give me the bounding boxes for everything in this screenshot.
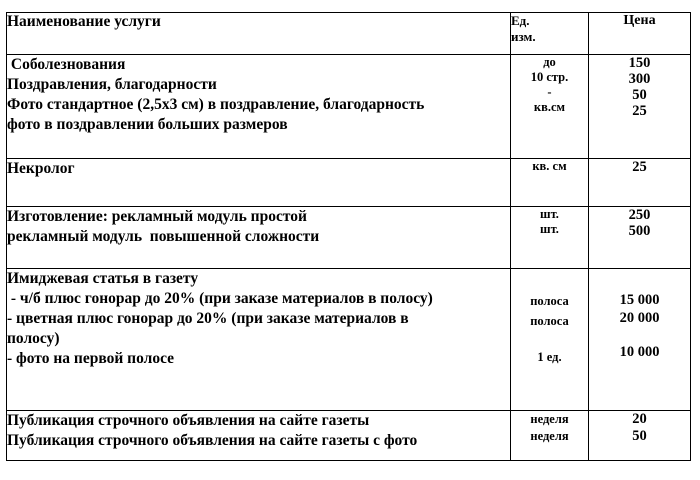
service-line: - ч/б плюс гонорар до 20% (при заказе материалов в полосу) — [7, 290, 433, 307]
service-line: - фото на первой полосе — [7, 350, 175, 367]
price-line: 20 — [632, 411, 647, 427]
price-line: 50 — [632, 428, 647, 444]
service-line: Имиджевая статья в газету — [7, 270, 199, 287]
price-line: 500 — [628, 223, 651, 239]
service-line: Некролог — [7, 160, 75, 177]
price-table — [6, 12, 691, 461]
price-line: 15 000 — [619, 292, 660, 308]
table-row — [7, 411, 691, 461]
header-service: Наименование услуги — [7, 13, 511, 55]
service-line: рекламный модуль повышенной сложности — [7, 228, 320, 245]
table-row — [7, 207, 691, 269]
price-cell — [589, 159, 691, 207]
unit-cell — [511, 269, 589, 411]
unit-line: - — [547, 85, 552, 99]
unit-line: до — [543, 55, 556, 69]
unit-cell — [511, 159, 589, 207]
price-cell — [589, 55, 691, 159]
spacer — [589, 327, 690, 343]
unit-line: кв. см — [532, 159, 567, 173]
unit-line: 10 стр. — [530, 70, 569, 84]
spacer — [511, 331, 588, 347]
service-cell — [7, 159, 511, 207]
header-price: Цена — [589, 13, 691, 55]
service-line: Изготовление: рекламный модуль простой — [7, 208, 307, 225]
unit-line: неделя — [530, 429, 569, 443]
price-line: 25 — [632, 103, 647, 119]
service-line: Фото стандартное (2,5х3 см) в поздравление, благодарность — [7, 96, 425, 113]
price-line: 20 000 — [619, 310, 660, 326]
header-row — [7, 13, 691, 55]
unit-line: полоса — [530, 314, 569, 328]
service-line: Поздравления, благодарности — [7, 76, 217, 93]
service-line: Публикация строчного объявления на сайте газеты с фото — [7, 432, 418, 449]
price-cell — [589, 207, 691, 269]
price-line: 150 — [628, 55, 651, 71]
unit-cell — [511, 411, 589, 461]
header-unit-line: Ед. — [511, 13, 530, 28]
price-cell — [589, 269, 691, 411]
unit-cell — [511, 207, 589, 269]
service-line: - цветная плюс гонорар до 20% (при заказе материалов в — [7, 310, 409, 327]
unit-line: шт. — [540, 207, 559, 221]
unit-line: кв.см — [533, 100, 566, 114]
unit-line: неделя — [530, 412, 569, 426]
service-line: полосу) — [7, 330, 60, 347]
service-cell — [7, 411, 511, 461]
price-line: 50 — [632, 87, 647, 103]
price-line: 10 000 — [619, 344, 660, 360]
price-line: 250 — [628, 207, 651, 223]
price-line: 25 — [632, 159, 647, 175]
unit-line: полоса — [530, 294, 569, 308]
header-unit — [511, 13, 589, 55]
price-cell — [589, 411, 691, 461]
service-cell — [7, 269, 511, 411]
unit-line: 1 ед. — [537, 350, 562, 364]
table-row — [7, 55, 691, 159]
price-line: 300 — [628, 71, 651, 87]
service-line: фото в поздравлении больших размеров — [7, 116, 288, 133]
table-row — [7, 159, 691, 207]
unit-line: шт. — [540, 222, 559, 236]
service-line: Соболезнования — [7, 56, 126, 73]
header-unit-line: изм. — [511, 29, 536, 44]
unit-cell — [511, 55, 589, 159]
table-row — [7, 269, 691, 411]
service-line: Публикация строчного объявления на сайте газеты — [7, 412, 370, 429]
service-cell — [7, 55, 511, 159]
service-cell — [7, 207, 511, 269]
